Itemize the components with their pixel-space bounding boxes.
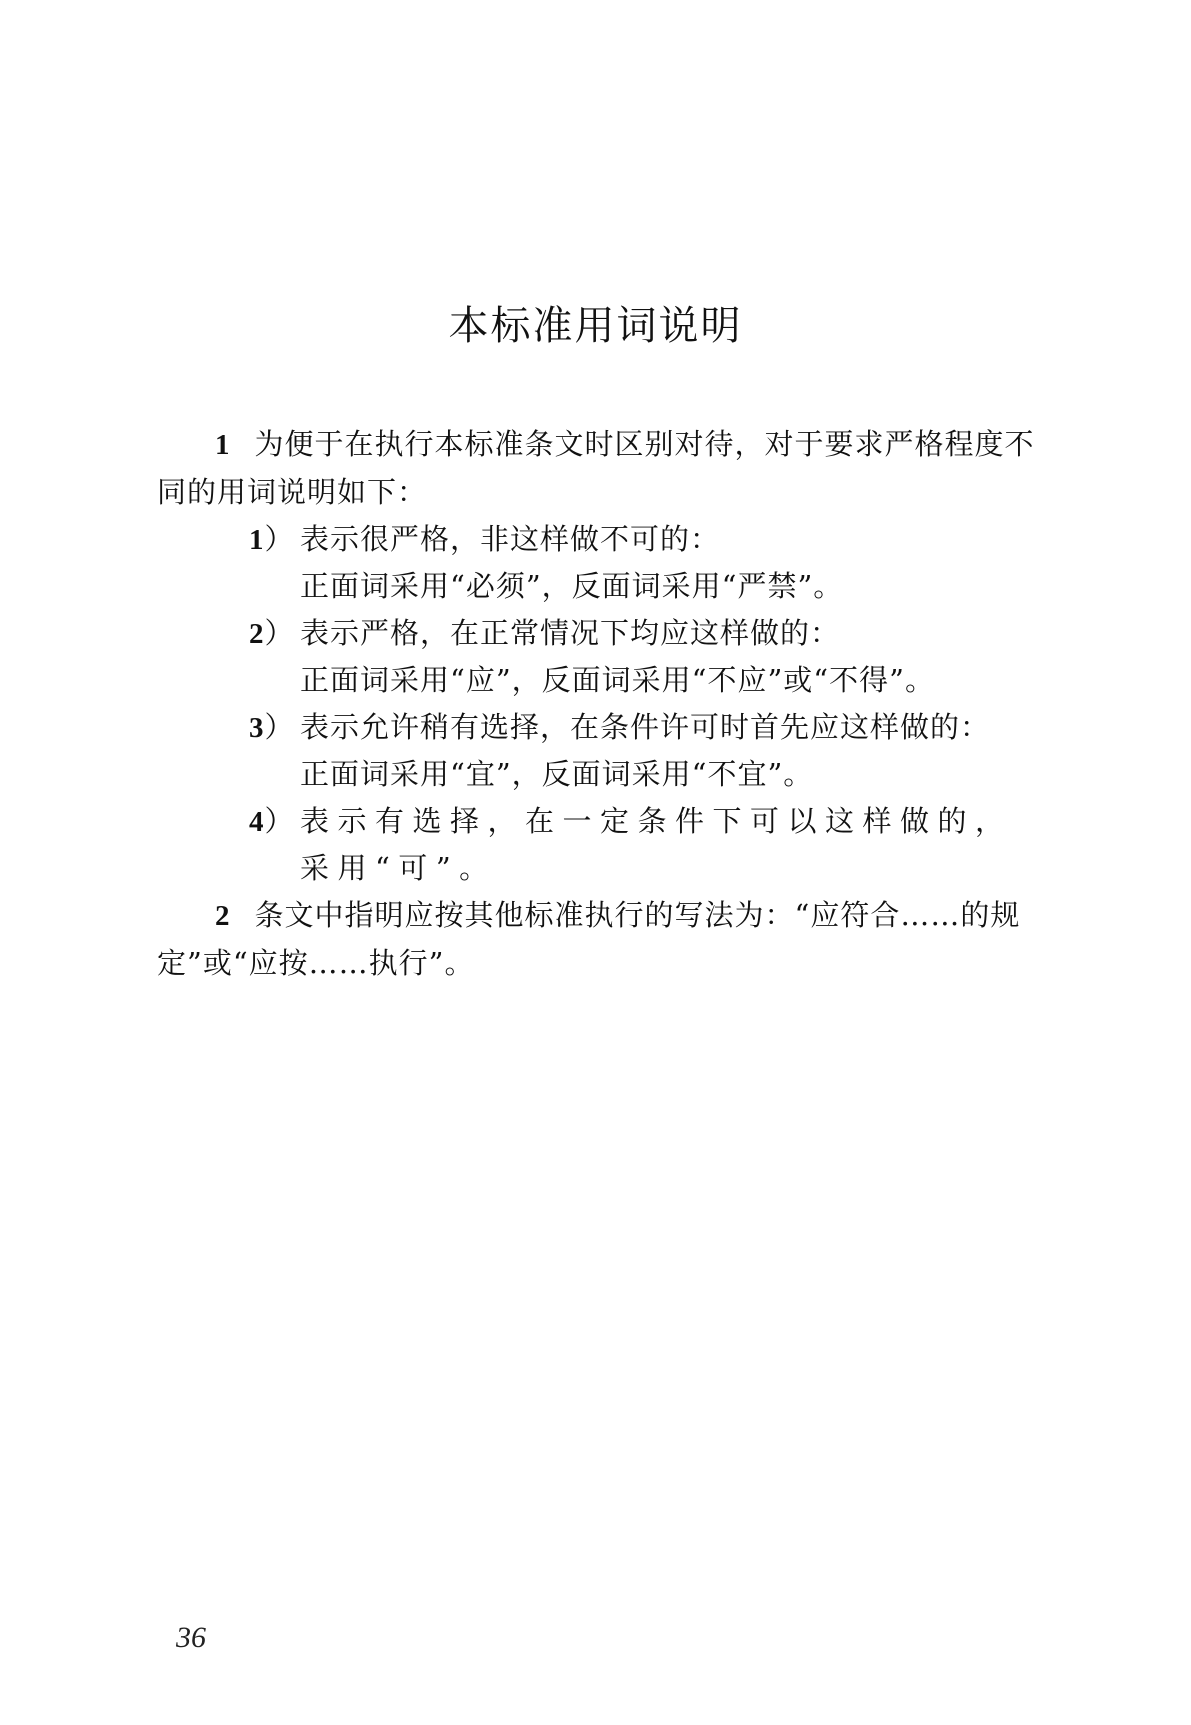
list-item-4-text: 表示有选择，在一定条件下可以这样做的，采用“可”。 bbox=[300, 804, 1013, 885]
list-item-3-line-1: 表示允许稍有选择，在条件许可时首先应这样做的： bbox=[300, 710, 991, 744]
clause-2-number: 2 bbox=[215, 900, 231, 932]
list-item-3-line-2: 正面词采用“宜”，反面词采用“不宜”。 bbox=[300, 757, 814, 791]
list-item-3 bbox=[157, 704, 1037, 798]
clause-2 bbox=[157, 892, 1037, 987]
list-item-2-line-2: 正面词采用“应”，反面词采用“不应”或“不得”。 bbox=[300, 663, 935, 697]
page-title: 本标准用词说明 bbox=[448, 303, 743, 349]
list-item-4-label: 4） bbox=[249, 804, 295, 838]
list-item-1 bbox=[157, 516, 1037, 610]
list-item-1-label: 1） bbox=[249, 522, 295, 556]
list-item-4 bbox=[157, 798, 1037, 892]
list-item-3-label: 3） bbox=[249, 710, 295, 744]
list-item-2-line-1: 表示严格，在正常情况下均应这样做的： bbox=[300, 616, 841, 650]
clause-1-text: 为便于在执行本标准条文时区别对待，对于要求严格程度不同的用词说明如下： bbox=[157, 427, 1035, 509]
document-body bbox=[157, 421, 1037, 987]
clause-2-text: 条文中指明应按其他标准执行的写法为：“应符合……的规定”或“应按……执行”。 bbox=[157, 898, 1021, 980]
list-item-2 bbox=[157, 610, 1037, 704]
page-number: 36 bbox=[176, 1621, 206, 1654]
list-item-1-line-1: 表示很严格，非这样做不可的： bbox=[300, 522, 721, 556]
clause-1-number: 1 bbox=[215, 429, 231, 461]
list-item-1-line-2: 正面词采用“必须”，反面词采用“严禁”。 bbox=[300, 569, 844, 603]
list-item-2-label: 2） bbox=[249, 616, 295, 650]
clause-1 bbox=[157, 421, 1037, 516]
